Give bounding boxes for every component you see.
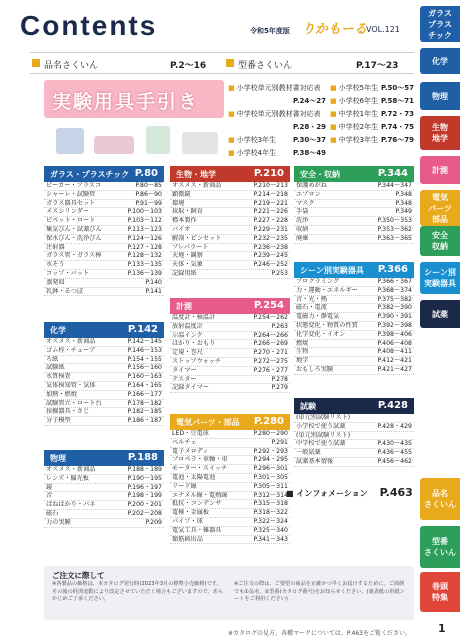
list-item[interactable]: 電気工具・雑器具 P.325〜340	[172, 526, 288, 534]
list-item[interactable]: 乳鉢・るつぼ P.141	[46, 287, 162, 295]
header	[14, 6, 414, 42]
list-item[interactable]: 収納 P.353〜362	[296, 225, 412, 233]
tab-3[interactable]: 生物 地学	[420, 116, 460, 150]
list-item[interactable]: ビーカー・フラスコ P.80〜85	[46, 182, 162, 189]
list-item[interactable]: 類筋鋳出品 P.341〜343	[172, 535, 288, 543]
list-item[interactable]: 状態変化・物質の性質 P.392〜398	[296, 321, 412, 329]
list-item[interactable]: 蒸発皿 P.140	[46, 278, 162, 286]
list-item[interactable]: 記録タイマー P.279	[172, 384, 288, 392]
list-item[interactable]: 定規・巻尺 P.270・271	[172, 349, 288, 357]
list-item[interactable]: 加熱・燃焼 P.166〜177	[46, 390, 162, 398]
section-page: P.210	[253, 168, 284, 179]
list-item[interactable]: 小学校で使う試薬 P.428・429	[296, 422, 412, 430]
section-page: P.366	[377, 264, 408, 275]
tab-6[interactable]: 安全 収納	[420, 226, 460, 256]
list-item[interactable]: 地学 P.412〜421	[296, 357, 412, 365]
list-item[interactable]: ■ 中学校2年生 P.74・75	[330, 123, 414, 131]
list-item[interactable]: LED・豆電球 P.280〜290	[172, 430, 288, 437]
section-title: 試験	[300, 402, 316, 411]
list-item[interactable]: プログラミング P.366・367	[296, 278, 412, 285]
list-item[interactable]: ■ 中学校単元別教材書対応表	[228, 110, 321, 118]
tab-5[interactable]: 電気 パーツ 部品	[420, 190, 460, 226]
list-item[interactable]: エナメル線・電熱線 P.312〜314	[172, 491, 288, 499]
section-measure	[170, 298, 290, 393]
tool-icon	[94, 136, 134, 154]
section-page: P.280	[253, 416, 284, 427]
section-header[interactable]	[294, 166, 414, 182]
unit-list-right	[330, 82, 414, 147]
list-item[interactable]: 一般試薬 P.436〜455	[296, 449, 412, 457]
tab-1[interactable]: 化学	[420, 48, 460, 74]
list-item[interactable]: 天体・気象 P.246〜252	[172, 261, 288, 269]
list-item[interactable]: 記録用紙 P.253	[172, 269, 288, 277]
section-header[interactable]	[44, 166, 164, 182]
list-item[interactable]: ■ 中学校1年生 P.72・73	[330, 110, 414, 118]
brand-logo: りかもーる	[302, 22, 368, 37]
information-link[interactable]: ■ インフォメーション P.463	[286, 486, 413, 499]
list-item[interactable]: 水そう P.133〜135	[46, 261, 162, 269]
section-header[interactable]	[44, 322, 164, 338]
section-physics	[44, 450, 164, 528]
list-item[interactable]: 集気びん・試薬びん P.113〜123	[46, 225, 162, 233]
section-title: シーン別実験器具	[300, 266, 364, 275]
section-header[interactable]	[294, 262, 414, 278]
list-item[interactable]: はかり・おもり P.266〜269	[172, 340, 288, 348]
list-item[interactable]: ガラス管・ガラス棒 P.128〜132	[46, 252, 162, 260]
section-safety	[294, 166, 414, 244]
tab-11[interactable]: 巻頭 特集	[420, 572, 460, 612]
list-item[interactable]: ストップウォッチ P.272〜275	[172, 357, 288, 365]
bottle-icon	[146, 126, 170, 154]
list-item[interactable]: 温度計・検温計 P.254〜262	[172, 314, 288, 321]
section-title: 物理	[50, 454, 66, 463]
list-item[interactable]: 手袋 P.349	[296, 208, 412, 216]
section-scene	[294, 262, 414, 375]
section-glass	[44, 166, 164, 296]
feature-banner	[44, 80, 224, 118]
list-item[interactable]: 廃棄 P.363〜365	[296, 234, 412, 242]
list-item[interactable]: 電磁力・静電気 P.390・391	[296, 313, 412, 321]
list-item[interactable]: 電極・金属板 P.318〜322	[172, 509, 288, 517]
list-item[interactable]: 音 P.198・199	[46, 492, 162, 500]
section-title: 生物・地学	[176, 170, 216, 179]
list-item[interactable]: ろ紙 P.154・155	[46, 355, 162, 363]
list-item[interactable]: 採掘器具・さじ P.182〜185	[46, 408, 162, 416]
footer-note: ※カタログの見方、各種マークについては、P.463をご覧ください。	[228, 630, 411, 637]
list-item[interactable]: 燃焼 P.406〜408	[296, 339, 412, 347]
model-index-pages[interactable]: P.17〜23	[356, 61, 399, 71]
page-number: 1	[438, 622, 446, 635]
volume-label: VOL.121	[366, 25, 400, 34]
list-item[interactable]: 試験管立・ロート台 P.178〜182	[46, 399, 162, 407]
section-page: P.254	[253, 300, 284, 311]
product-index-label[interactable]: 品名さくいん	[44, 61, 99, 71]
list-item[interactable]: 採取・飼育 P.221〜226	[172, 208, 288, 216]
list-item[interactable]: コップ・バット P.136〜139	[46, 269, 162, 277]
list-item[interactable]: 示温インク P.264〜266	[172, 331, 288, 339]
list-item[interactable]: ■ 小学校5年生 P.50〜57	[330, 84, 414, 92]
list-item[interactable]: パイプ・球 P.322〜324	[172, 517, 288, 525]
list-item[interactable]: ■ 小学校3年生 P.30〜37	[228, 136, 326, 144]
list-item[interactable]: 磁石・電流 P.382〜390	[296, 304, 412, 312]
section-bio	[170, 166, 290, 279]
list-item[interactable]: 抵抗・コンデンサ P.315〜318	[172, 500, 288, 508]
list-item[interactable]: ベルチェ P.291	[172, 438, 288, 446]
list-item[interactable]: 鏡 P.196・197	[46, 483, 162, 491]
notes-left: ※各製品の価格は、本カタログ発行時(2023年3月の標準小売価格)です。その後の経済変動により改定させていただく場合もございますので、あらかじめご了承ください。	[52, 581, 224, 602]
list-item[interactable]: ■ 小学校4年生 P.38〜49	[228, 149, 326, 157]
list-item[interactable]: 分子模型 P.186・187	[46, 417, 162, 425]
flask-icon	[56, 128, 84, 154]
notes-right: ※ご注文の際は、ご要望の商品を正確かつ早くお届けするために、ご面倒でも①品名、②型番(カタログ番号)をお知らせください。(裏表紙の用紙シートをご利用ください)	[234, 581, 405, 602]
list-item[interactable]: 保水びん・洗浄びん P.124〜126	[46, 234, 162, 242]
square-icon	[32, 59, 40, 67]
section-page: P.428	[377, 400, 408, 411]
section-page: P.344	[377, 168, 408, 179]
section-header[interactable]	[170, 414, 290, 430]
tab-9[interactable]: 品名 さくいん	[420, 478, 460, 520]
edition-label: 令和5年度版	[250, 27, 290, 35]
section-title: ガラス・プラスチック	[50, 170, 130, 179]
section-header[interactable]	[44, 450, 164, 466]
list-item[interactable]: ばねはかり・バネ P.200・201	[46, 501, 162, 509]
info-bullet-icon: ■	[286, 489, 297, 498]
tray-icon	[182, 132, 218, 154]
lab-equipment-illustration	[46, 122, 226, 162]
square-icon	[226, 59, 234, 67]
list-item[interactable]: 保護めがね P.344〜347	[296, 182, 412, 189]
list-item[interactable]: ■ 小学校単元別教材書対応表	[228, 84, 321, 92]
order-notes	[44, 566, 414, 620]
list-item[interactable]: バイオ P.229〜231	[172, 225, 288, 233]
section-header[interactable]	[170, 166, 290, 182]
list-item[interactable]: 顕微鏡 P.214〜218	[172, 190, 288, 198]
list-item[interactable]: エプロン P.348	[296, 190, 412, 198]
list-item[interactable]: (単元別試験リスト)	[294, 414, 414, 423]
list-item[interactable]: プロペラ・車軸・車 P.294・295	[172, 456, 288, 464]
list-item[interactable]: 環境 P.219〜221	[172, 199, 288, 207]
list-item[interactable]: ■ 中学校3年生 P.76〜79	[330, 136, 414, 144]
banner-title: 実験用具手引き	[52, 91, 200, 113]
list-item[interactable]: 電子メロディ P.292・293	[172, 447, 288, 455]
list-item[interactable]: ゴム栓・チューブ P.146〜153	[46, 346, 162, 354]
tab-4[interactable]: 計測	[420, 156, 460, 184]
list-item[interactable]: ガラス器具セット P.91〜99	[46, 199, 162, 207]
list-item[interactable]: 試薬基本情報 P.456〜462	[296, 457, 412, 465]
product-index-pages[interactable]: P.2〜16	[170, 61, 207, 71]
list-item[interactable]: (単元別試験リスト)	[294, 432, 414, 441]
list-item[interactable]: オスメス・新商品 P.210〜213	[172, 182, 288, 189]
list-item[interactable]: 洗浄 P.350〜353	[296, 217, 412, 225]
section-title: 安全・収納	[300, 170, 340, 179]
list-item[interactable]: おもしろ実験 P.421〜427	[296, 365, 412, 373]
list-item[interactable]: シャーレ・試験管 P.86〜90	[46, 190, 162, 198]
list-item[interactable]: 磁石 P.202〜208	[46, 509, 162, 517]
list-item[interactable]: タイマー P.276・277	[172, 366, 288, 374]
tab-0[interactable]: ガラス プラス チック	[420, 6, 460, 42]
section-page: P.80	[134, 168, 158, 179]
list-item[interactable]: 試験紙 P.156〜160	[46, 364, 162, 372]
index-bar	[30, 52, 414, 74]
model-index-label[interactable]: 型番さくいん	[238, 61, 293, 71]
list-item[interactable]: メスシリンダー P.100〜103	[46, 208, 162, 216]
list-item[interactable]: 力・運動・エネルギー P.368〜374	[296, 286, 412, 294]
tab-10[interactable]: 型番 さくいん	[420, 526, 460, 568]
list-item[interactable]: 音・光・熱 P.375〜382	[296, 295, 412, 303]
section-elec	[170, 414, 290, 544]
list-item[interactable]: ■ 小学校6年生 P.58〜71	[330, 97, 414, 105]
tab-7[interactable]: シーン別 実験器具	[420, 262, 460, 294]
list-item[interactable]: 力の実験 P.209	[46, 518, 162, 526]
list-item[interactable]: マスク P.348	[296, 199, 412, 207]
section-title: 計測	[176, 302, 192, 311]
section-header[interactable]	[170, 298, 290, 314]
list-item[interactable]: 電池・太陽電池 P.301〜305	[172, 473, 288, 481]
list-item[interactable]: 水質検査 P.160〜163	[46, 373, 162, 381]
list-item[interactable]: 中学校で使う試薬 P.430〜435	[296, 440, 412, 448]
list-item[interactable]: 解剖・ピンセット P.232〜235	[172, 234, 288, 242]
list-item-page: P.28・29	[293, 123, 326, 131]
list-item[interactable]: ピペット・ロート P.103〜112	[46, 217, 162, 225]
list-item[interactable]: 標本製作 P.227・228	[172, 217, 288, 225]
section-test	[294, 398, 414, 467]
notes-title: ご注文に際して	[52, 571, 105, 580]
list-item[interactable]: プレパラート P.236〜238	[172, 243, 288, 251]
list-item[interactable]: 化学変化・イオン P.398〜406	[296, 330, 412, 338]
section-page: P.142	[127, 324, 158, 335]
list-item[interactable]: テスター P.278	[172, 375, 288, 383]
page-title: Contents	[20, 10, 158, 41]
section-title: 電気パーツ・部品	[176, 418, 240, 427]
list-item[interactable]: 天地・観察 P.239〜245	[172, 252, 288, 260]
list-item[interactable]: リード線 P.305〜311	[172, 482, 288, 490]
list-item-page: P.24〜27	[293, 97, 326, 105]
tab-2[interactable]: 物理	[420, 82, 460, 110]
list-item[interactable]: オスメス・新商品 P.142〜145	[46, 338, 162, 345]
unit-list-left	[228, 82, 326, 160]
list-item[interactable]: 放射温度計 P.263	[172, 322, 288, 330]
index-tabs	[418, 0, 462, 600]
list-item[interactable]: 生物 P.408〜411	[296, 348, 412, 356]
list-item[interactable]: 注射器 P.127・128	[46, 243, 162, 251]
section-page: P.188	[127, 452, 158, 463]
section-chem	[44, 322, 164, 426]
section-header[interactable]	[294, 398, 414, 414]
list-item[interactable]: オスメス・新商品 P.188・189	[46, 466, 162, 473]
section-title: 化学	[50, 326, 66, 335]
list-item[interactable]: 気体検知管・気体 P.164・165	[46, 381, 162, 389]
list-item[interactable]: モーター・スイッチ P.296〜301	[172, 465, 288, 473]
tab-8[interactable]: 試薬	[420, 300, 460, 328]
list-item[interactable]: レンズ・偏光板 P.190〜195	[46, 474, 162, 482]
